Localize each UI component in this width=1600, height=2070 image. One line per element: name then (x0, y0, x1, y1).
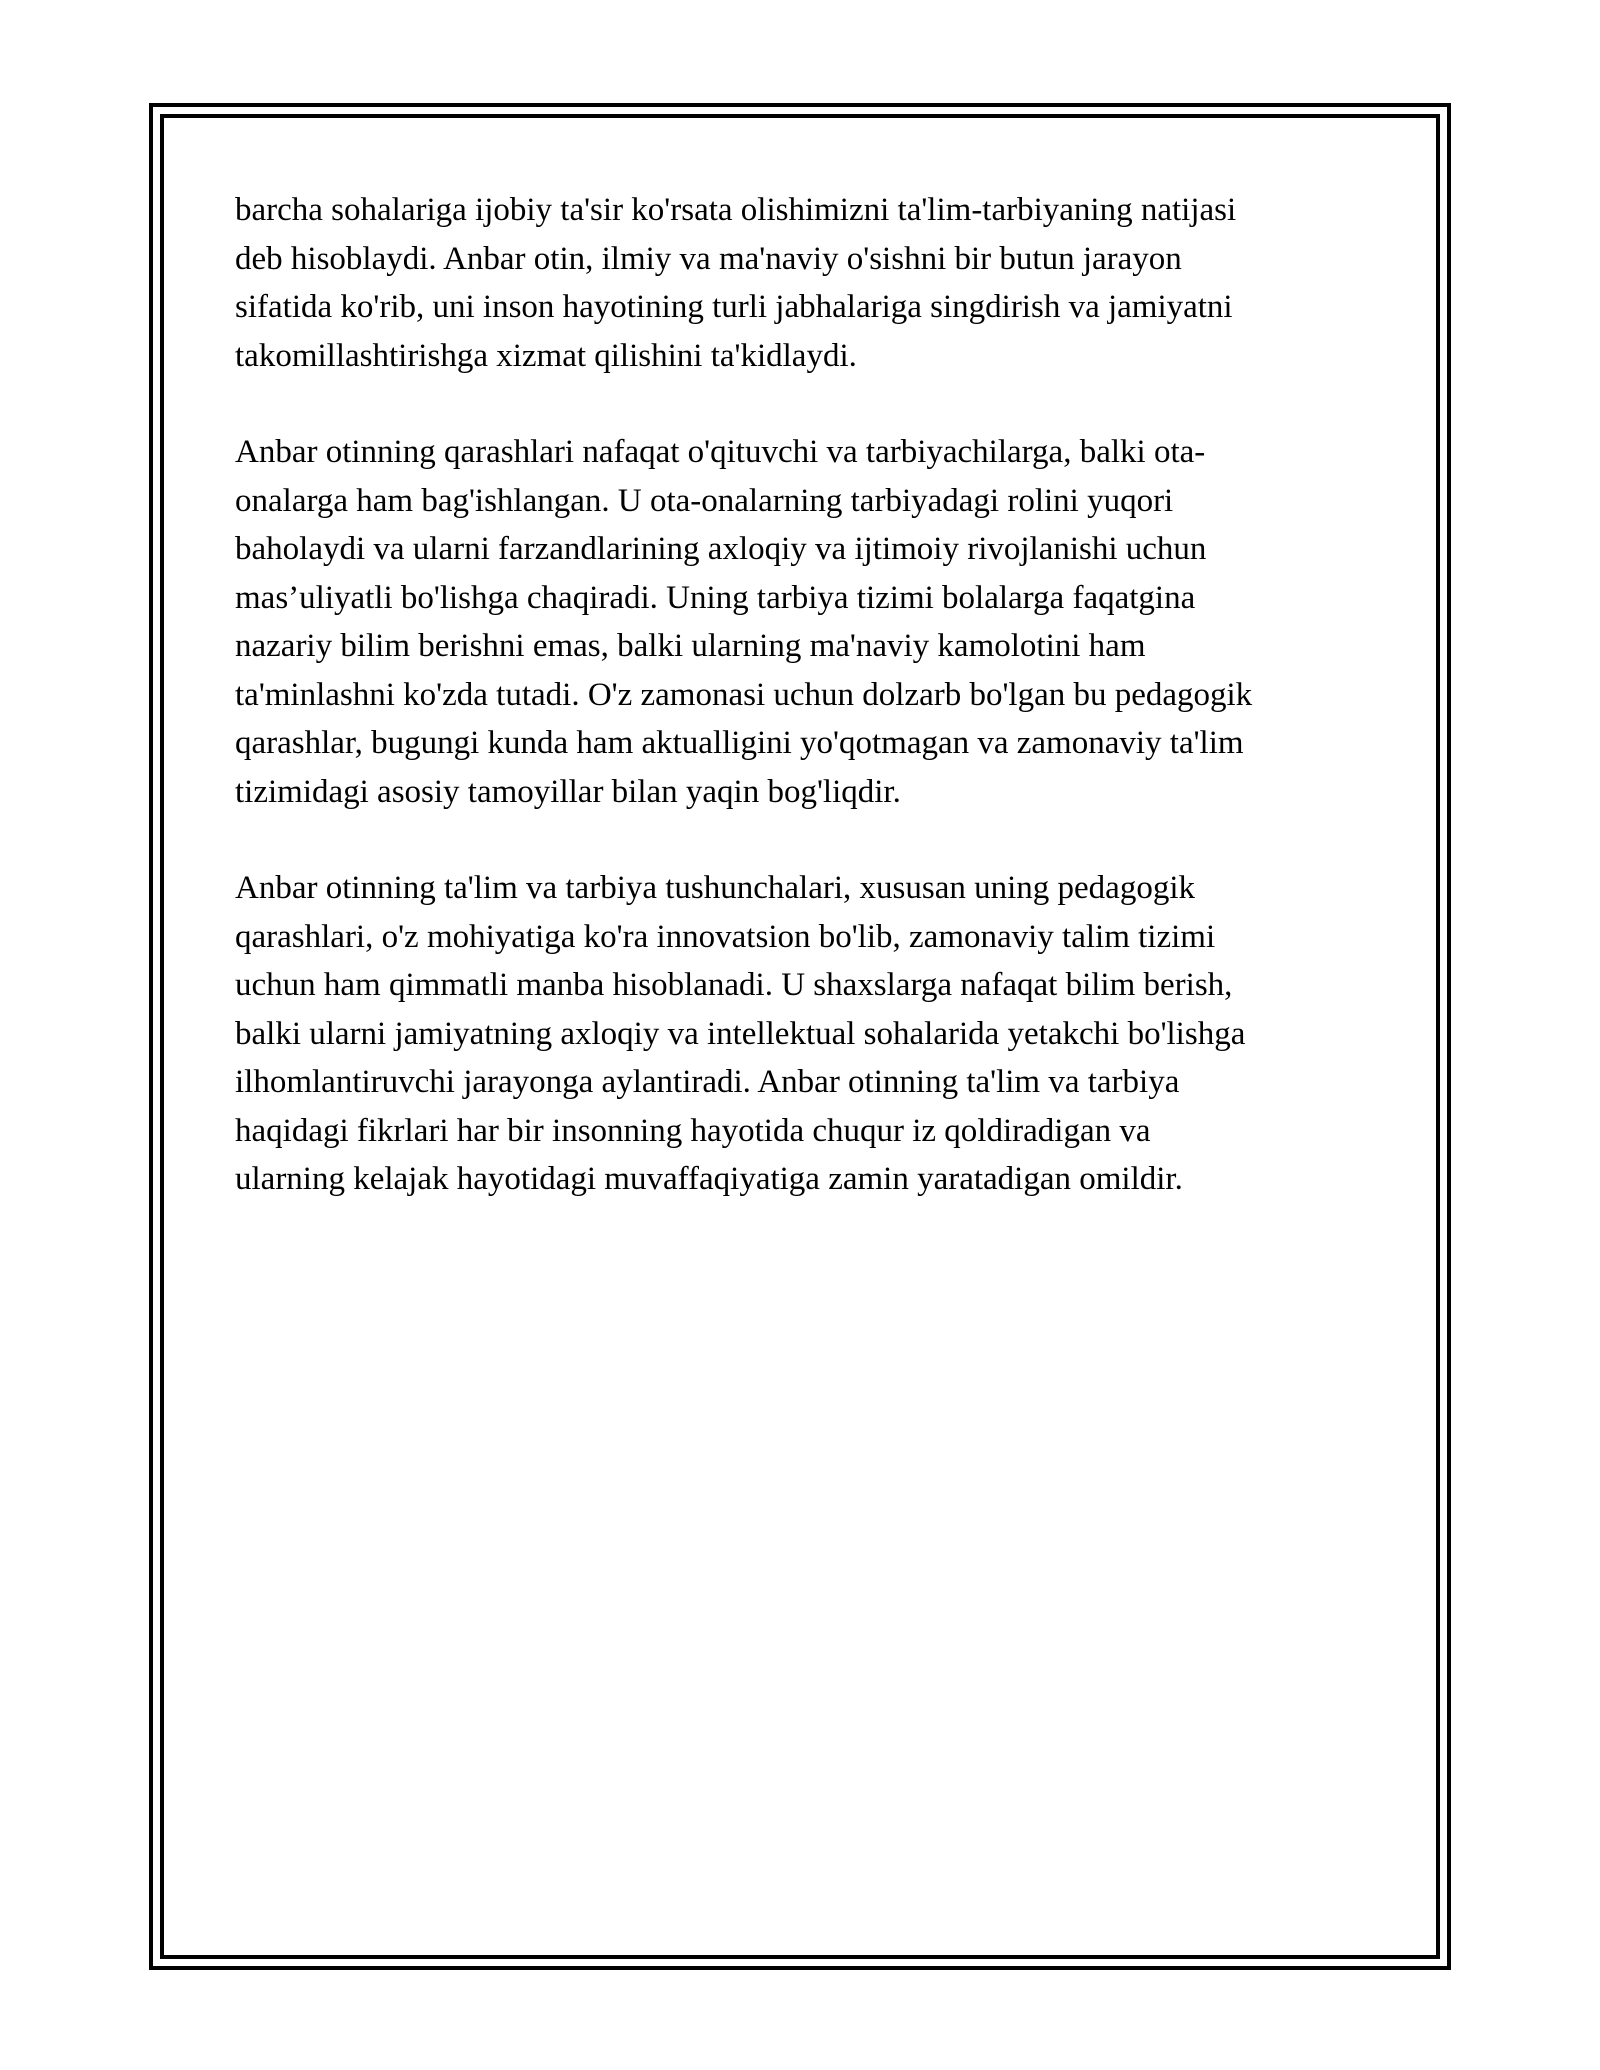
text-line: baholaydi va ularni farzandlarining axloqiy va ijtimoiy rivojlanishi uchun (235, 531, 1207, 567)
document-body (235, 186, 1375, 1252)
text-line: Anbar otinning qarashlari nafaqat o'qituvchi va tarbiyachilarga, balki ota- (235, 434, 1206, 470)
text-line: ta'minlashni ko'zda tutadi. O'z zamonasi uchun dolzarb bo'lgan bu pedagogik (235, 676, 1253, 713)
paragraph-1 (235, 186, 1375, 380)
text-line: haqidagi fikrlari har bir insonning hayotida chuqur iz qoldiradigan va (235, 1112, 1151, 1149)
text-line: onalarga ham bag'ishlangan. U ota-onalarning tarbiyadagi rolini yuqori (235, 482, 1174, 519)
text-line: takomillashtirishga xizmat qilishini ta'kidlaydi. (235, 337, 857, 374)
text-line: uchun ham qimmatli manba hisoblanadi. U shaxslarga nafaqat bilim berish, (235, 967, 1233, 1003)
text-line: balki ularni jamiyatning axloqiy va intellektual sohalarida yetakchi bo'lishga (235, 1015, 1246, 1052)
text-line: ilhomlantiruvchi jarayonga aylantiradi. Anbar otinning ta'lim va tarbiya (235, 1064, 1180, 1100)
text-line: deb hisoblaydi. Anbar otin, ilmiy va ma'naviy o'sishni bir butun jarayon (235, 240, 1182, 277)
text-line: mas’uliyatli bo'lishga chaqiradi. Uning tarbiya tizimi bolalarga faqatgina (235, 579, 1196, 616)
text-line: nazariy bilim berishni emas, balki ularning ma'naviy kamolotini ham (235, 628, 1146, 664)
text-line: Anbar otinning ta'lim va tarbiya tushunchalari, xususan uning pedagogik (235, 870, 1195, 906)
paragraph-2 (235, 428, 1375, 816)
text-line: tizimidagi asosiy tamoyillar bilan yaqin bog'liqdir. (235, 773, 901, 810)
text-line: barcha sohalariga ijobiy ta'sir ko'rsata olishimizni ta'lim-tarbiyaning natijasi (235, 192, 1237, 228)
text-line: sifatida ko'rib, uni inson hayotining turli jabhalariga singdirish va jamiyatni (235, 289, 1233, 325)
paragraph-3 (235, 864, 1375, 1204)
text-line: qarashlar, bugungi kunda ham aktualligini yo'qotmagan va zamonaviy ta'lim (235, 725, 1244, 761)
text-line: qarashlari, o'z mohiyatiga ko'ra innovatsion bo'lib, zamonaviy talim tizimi (235, 918, 1216, 955)
text-line: ularning kelajak hayotidagi muvaffaqiyatiga zamin yaratadigan omildir. (235, 1161, 1183, 1197)
